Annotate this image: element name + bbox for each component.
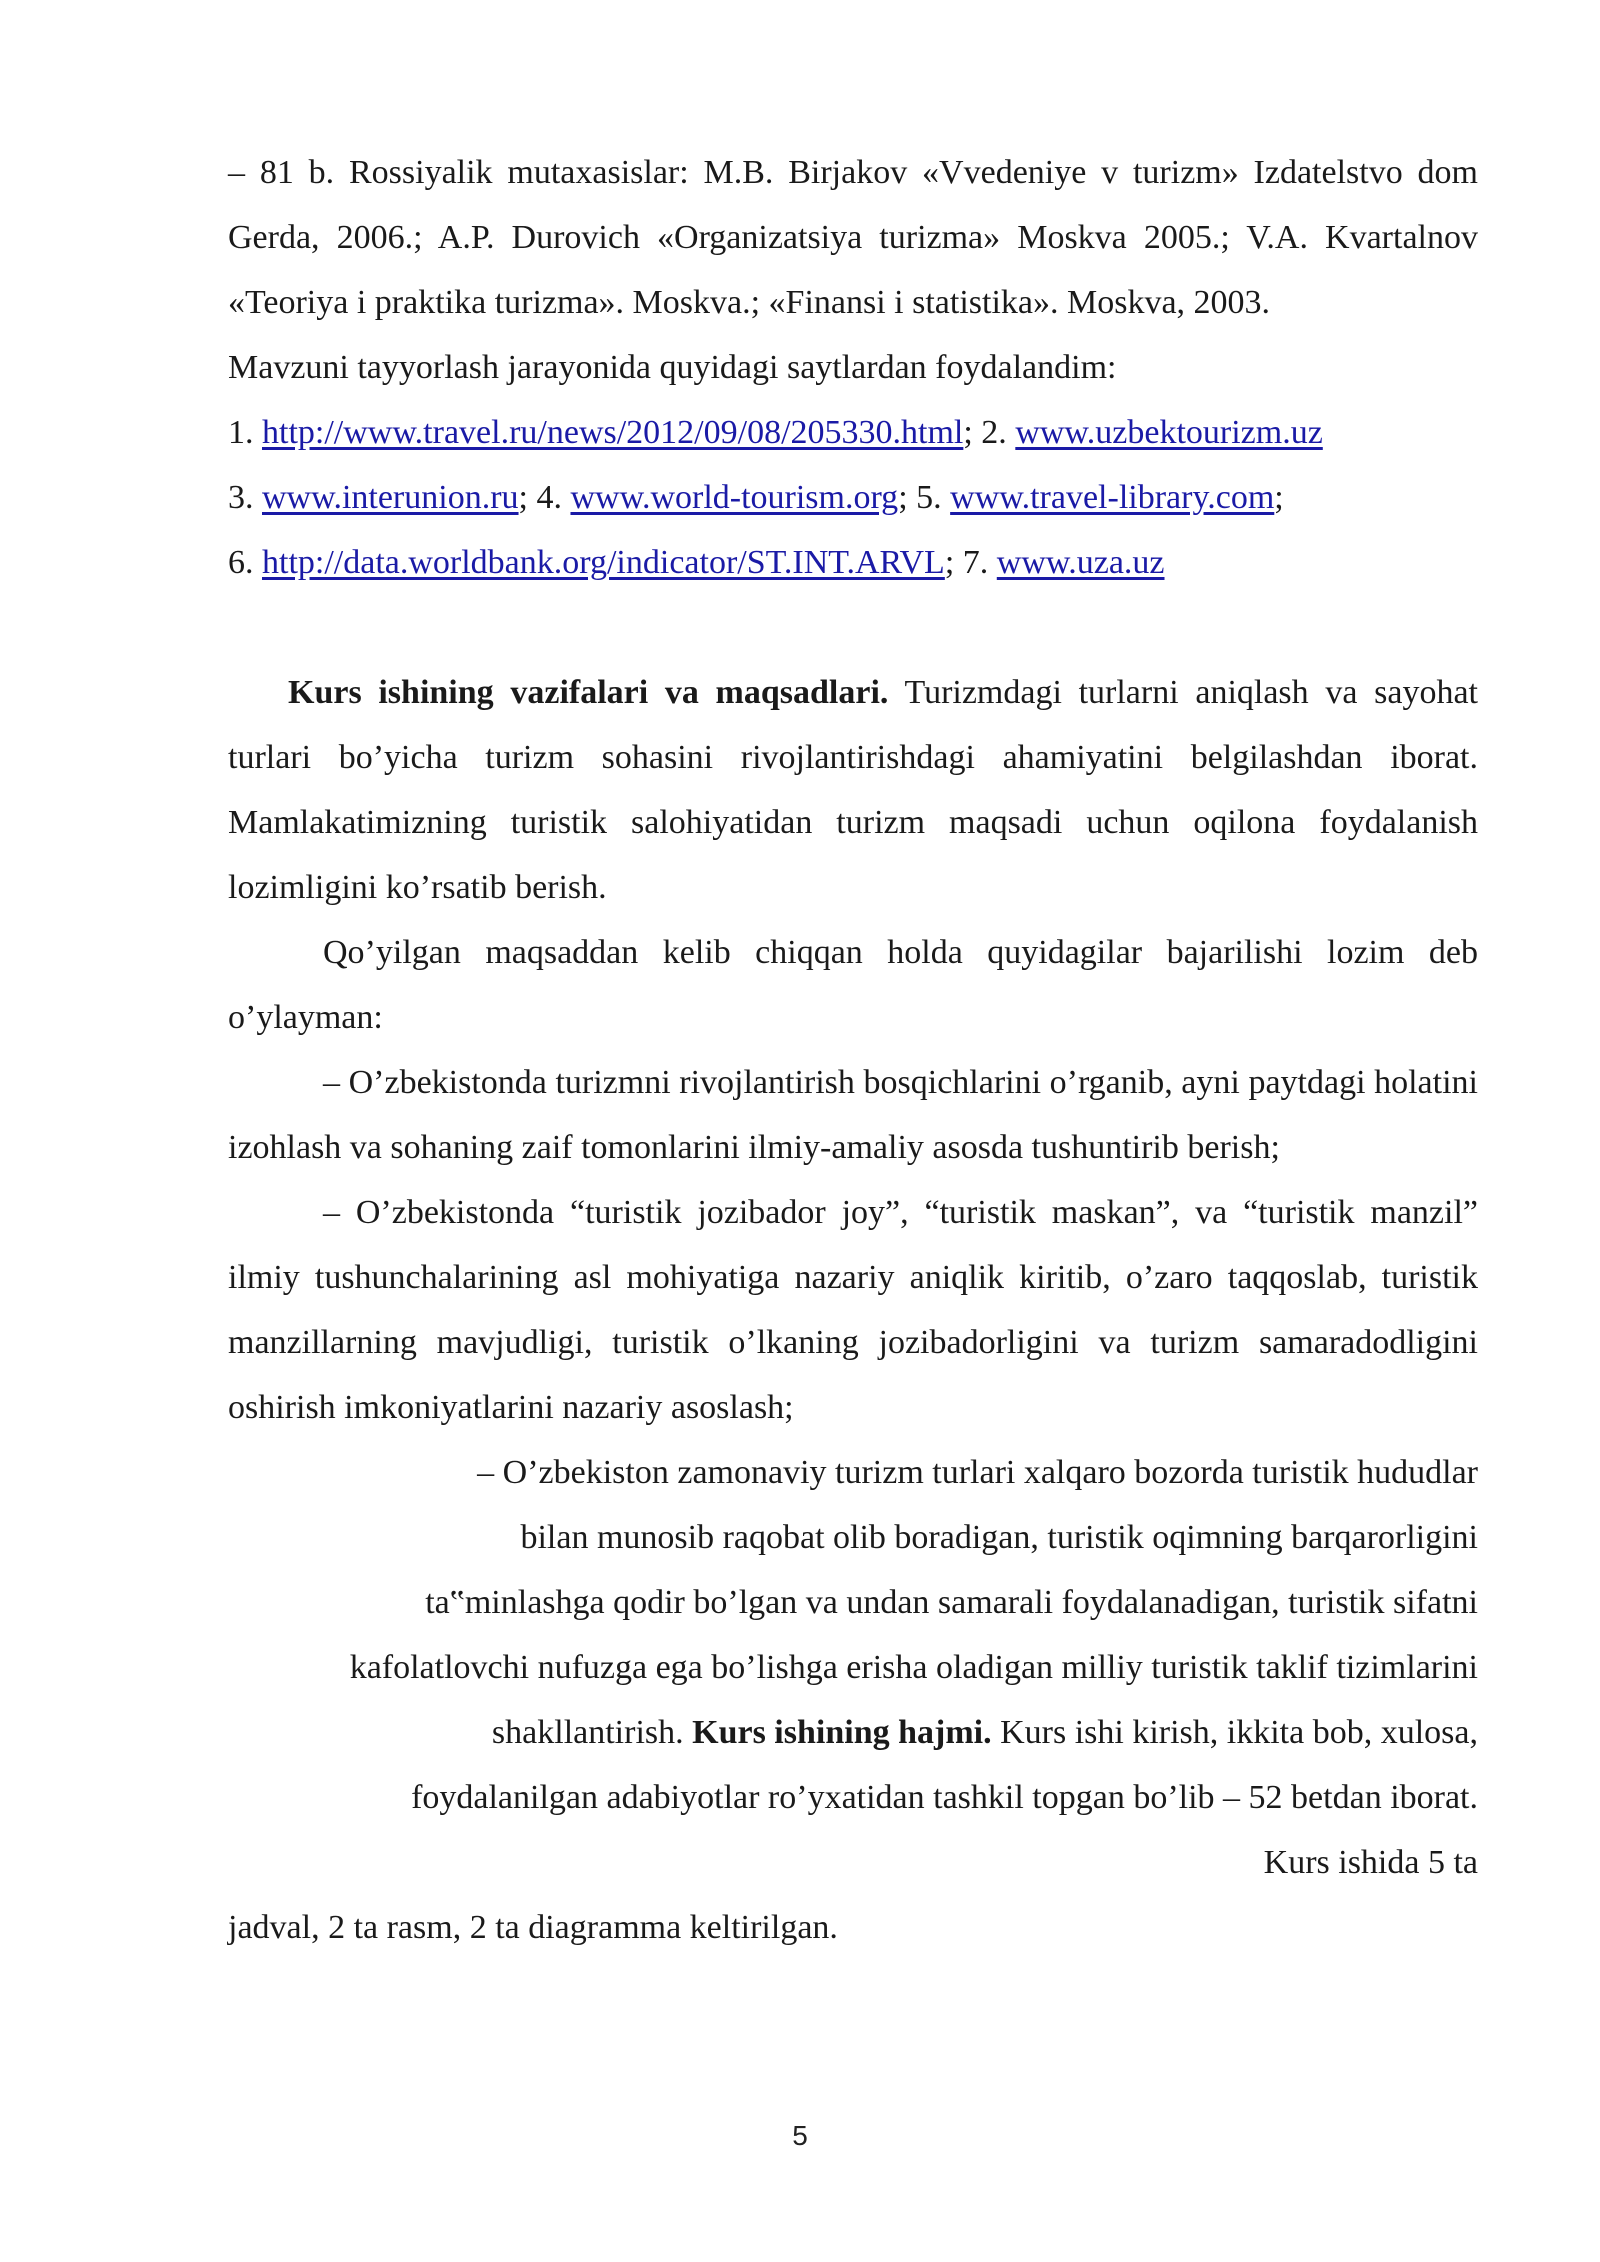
references-paragraph: – 81 b. Rossiyalik mutaxasislar: M.B. Birjakov «Vvedeniye v turizm» Izdatelstvo dom Gerda, 2006.; A.P. Durovich «Organizatsiya turizma» Moskva 2005.; V.A. Kvartalnov «Teoriya i praktika turizma». Moskva.; «Finansi i statistika». Moskva, 2003. [228, 154, 1478, 321]
bullet-item-2: – O’zbekistonda “turistik jozibador joy”, “turistik maskan”, va “turistik manzil” ilmiy tushunchalarining asl mohiyatiga nazariy aniqlik kiritib, o’zaro taqqoslab, turistik manzillarning mavjudligi, turistik o’lkaning jozibadorligini va turizm samaradodligini oshirish imkoniyatlarini nazariy asoslash; [228, 1194, 1478, 1426]
list-separator: ; 4. [518, 479, 571, 516]
bullet-item-3-line-4: kafolatlovchi nufuzga ega bo’lishga erisha oladigan milliy turistik taklif tizimlarini [349, 1649, 1478, 1686]
bullet-item-3-line-2: bilan munosib raqobat olib boradigan, turistik oqimning barqarorligini [520, 1519, 1478, 1556]
sites-line-2 [228, 465, 1478, 530]
sites-line-3 [228, 530, 1478, 595]
link-interunion[interactable]: www.interunion.ru [262, 479, 519, 516]
page-number: 5 [792, 2120, 808, 2151]
volume-heading: Kurs ishining hajmi. [692, 1714, 992, 1751]
objectives-paragraph [228, 660, 1478, 920]
goal-intro-paragraph: Qo’yilgan maqsaddan kelib chiqqan holda quyidagilar bajarilishi lozim deb o’ylayman: [228, 934, 1478, 1036]
volume-line-4: jadval, 2 ta rasm, 2 ta diagramma keltirilgan. [228, 1909, 838, 1946]
sites-intro: Mavzuni tayyorlash jarayonida quyidagi saytlardan foydalandim: [228, 349, 1117, 386]
link-uza[interactable]: www.uza.uz [996, 544, 1165, 581]
bullet-item-3-line-3: ta‟minlashga qodir bo’lgan va undan samarali foydalanadigan, turistik sifatni [425, 1584, 1478, 1621]
section-heading: Kurs ishining vazifalari va maqsadlari. [288, 674, 889, 711]
link-worldbank[interactable]: http://data.worldbank.org/indicator/ST.INT.ARVL [262, 544, 945, 581]
bullet-item-3-line-1: – O’zbekiston zamonaviy turizm turlari xalqaro bozorda turistik hududlar [477, 1454, 1478, 1491]
spacer [228, 595, 1478, 660]
volume-text-1: Kurs ishi kirish, ikkita bob, xulosa, [991, 1714, 1478, 1751]
sites-line-1 [228, 400, 1478, 465]
link-world-tourism[interactable]: www.world-tourism.org [570, 479, 899, 516]
bullet-item-1: – O’zbekistonda turizmni rivojlantirish bosqichlarini o’rganib, ayni paytdagi holatini izohlash va sohaning zaif tomonlarini ilmiy-amaliy asosda tushuntirib berish; [228, 1064, 1478, 1166]
link-travel-ru[interactable]: http://www.travel.ru/news/2012/09/08/205330.html [262, 414, 964, 451]
list-number: 3. [228, 479, 262, 516]
document-page [228, 140, 1478, 1960]
volume-line-2: foydalanilgan adabiyotlar ro’yxatidan tashkil topgan bo’lib – 52 betdan iborat. [411, 1779, 1478, 1816]
list-separator: ; 7. [944, 544, 997, 581]
list-separator: ; 2. [963, 414, 1016, 451]
list-separator: ; 5. [898, 479, 951, 516]
section-heading-text: Turizmdagi turlarni aniqlash va sayohat turlari bo’yicha turizm sohasini rivojlantirishdagi ahamiyatini belgilashdan iborat. Mamlakatimizning turistik salohiyatidan turizm maqsadi uchun oqilona foydalanish lozimligini ko’rsatib berish. [228, 674, 1478, 906]
volume-line-3: Kurs ishida 5 ta [1263, 1844, 1478, 1881]
link-uzbektourizm[interactable]: www.uzbektourizm.uz [1015, 414, 1323, 451]
list-number: 6. [228, 544, 262, 581]
link-travel-library[interactable]: www.travel-library.com [950, 479, 1275, 516]
list-separator: ; [1274, 479, 1284, 516]
list-number: 1. [228, 414, 262, 451]
bullet-item-3-end: shakllantirish. [491, 1714, 693, 1751]
bullet-item-3-line-5 [228, 1700, 1478, 1765]
